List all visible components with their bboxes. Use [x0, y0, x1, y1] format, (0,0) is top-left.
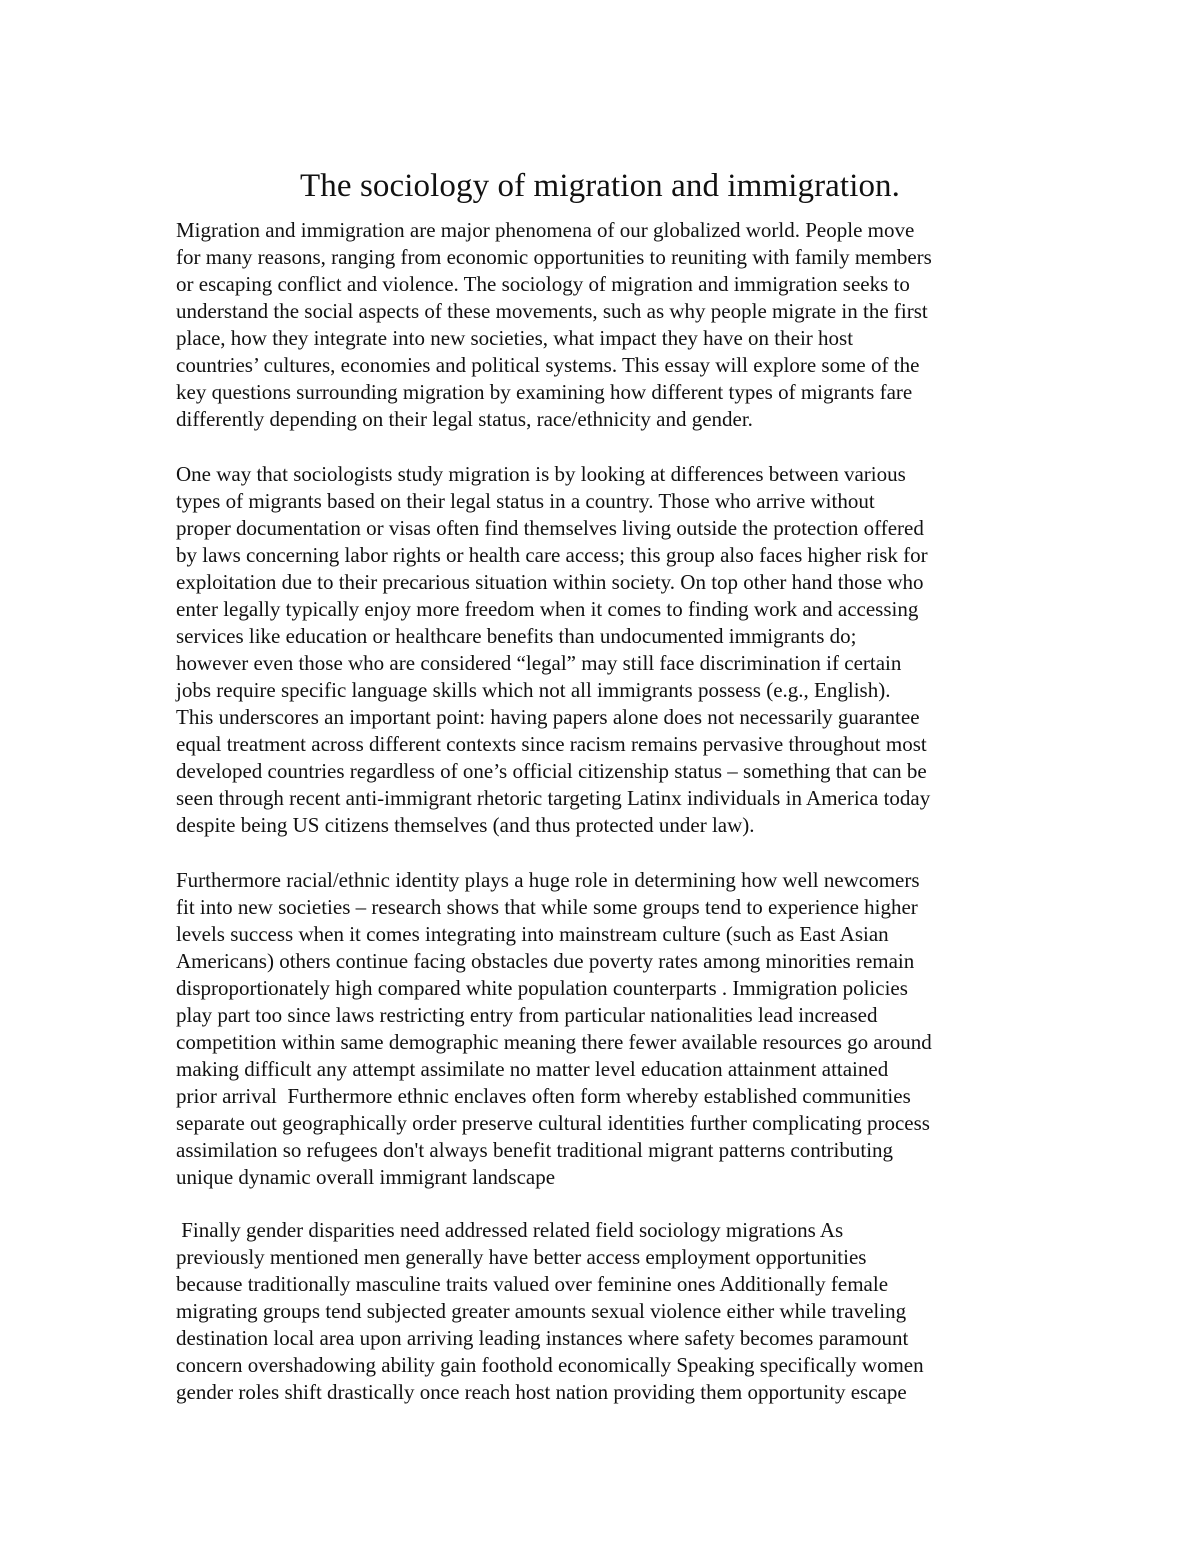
- text-line: types of migrants based on their legal status in a country. Those who arrive without: [176, 489, 875, 513]
- text-line: fit into new societies – research shows that while some groups tend to experience higher: [176, 895, 918, 919]
- text-line: disproportionately high compared white population counterparts . Immigration policies: [176, 976, 908, 1000]
- text-line: seen through recent anti-immigrant rhetoric targeting Latinx individuals in America today: [176, 786, 931, 810]
- text-line: migrating groups tend subjected greater amounts sexual violence either while traveling: [176, 1299, 907, 1323]
- paragraph-gender: [176, 1217, 1056, 1406]
- text-line: competition within same demographic meaning there fewer available resources go around: [176, 1030, 932, 1054]
- text-line: previously mentioned men generally have better access employment opportunities: [176, 1245, 867, 1269]
- text-line: Furthermore racial/ethnic identity plays a huge role in determining how well newcomers: [176, 868, 920, 892]
- text-line: exploitation due to their precarious situation within society. On top other hand those who: [176, 570, 924, 594]
- text-line: equal treatment across different contexts since racism remains pervasive throughout most: [176, 732, 927, 756]
- text-line: or escaping conflict and violence. The sociology of migration and immigration seeks to: [176, 272, 910, 296]
- text-line: proper documentation or visas often find themselves living outside the protection offered: [176, 516, 924, 540]
- text-line: by laws concerning labor rights or health care access; this group also faces higher risk for: [176, 543, 928, 567]
- text-line: key questions surrounding migration by examining how different types of migrants fare: [176, 380, 913, 404]
- text-line: unique dynamic overall immigrant landscape: [176, 1165, 556, 1189]
- text-line: gender roles shift drastically once reach host nation providing them opportunity escape: [176, 1380, 907, 1404]
- text-line: jobs require specific language skills which not all immigrants possess (e.g., English).: [176, 678, 891, 702]
- text-line: differently depending on their legal status, race/ethnicity and gender.: [176, 407, 753, 431]
- text-line: One way that sociologists study migration is by looking at differences between various: [176, 462, 906, 486]
- text-line: enter legally typically enjoy more freedom when it comes to finding work and accessing: [176, 597, 919, 621]
- text-line: because traditionally masculine traits valued over feminine ones Additionally female: [176, 1272, 889, 1296]
- text-line: place, how they integrate into new societies, what impact they have on their host: [176, 326, 854, 350]
- text-line: prior arrival Furthermore ethnic enclaves often form whereby established communities: [176, 1084, 911, 1108]
- text-line: concern overshadowing ability gain foothold economically Speaking specifically women: [176, 1353, 924, 1377]
- paragraph-legal-status: [176, 461, 1056, 839]
- text-line: Migration and immigration are major phenomena of our globalized world. People move: [176, 218, 915, 242]
- document-title: The sociology of migration and immigration.: [299, 168, 901, 204]
- text-line: understand the social aspects of these movements, such as why people migrate in the first: [176, 299, 928, 323]
- text-line: for many reasons, ranging from economic opportunities to reuniting with family members: [176, 245, 932, 269]
- text-line: despite being US citizens themselves (and thus protected under law).: [176, 813, 755, 837]
- text-line: countries’ cultures, economies and political systems. This essay will explore some of the: [176, 353, 920, 377]
- text-line: separate out geographically order preserve cultural identities further complicating process: [176, 1111, 930, 1135]
- text-line: destination local area upon arriving leading instances where safety becomes paramount: [176, 1326, 909, 1350]
- paragraph-race-ethnicity: [176, 867, 1056, 1191]
- text-line: play part too since laws restricting entry from particular nationalities lead increased: [176, 1003, 878, 1027]
- text-line: making difficult any attempt assimilate no matter level education attainment attained: [176, 1057, 889, 1081]
- text-line: developed countries regardless of one’s official citizenship status – something that can be: [176, 759, 927, 783]
- paragraph-introduction: [176, 217, 1056, 433]
- text-line: Finally gender disparities need addressed related field sociology migrations As: [176, 1218, 844, 1242]
- text-line: levels success when it comes integrating into mainstream culture (such as East Asian: [176, 922, 889, 946]
- text-line: This underscores an important point: having papers alone does not necessarily guarantee: [176, 705, 920, 729]
- text-line: Americans) others continue facing obstacles due poverty rates among minorities remain: [176, 949, 915, 973]
- text-line: services like education or healthcare benefits than undocumented immigrants do;: [176, 624, 857, 648]
- text-line: assimilation so refugees don't always benefit traditional migrant patterns contributing: [176, 1138, 894, 1162]
- text-line: however even those who are considered “legal” may still face discrimination if certain: [176, 651, 902, 675]
